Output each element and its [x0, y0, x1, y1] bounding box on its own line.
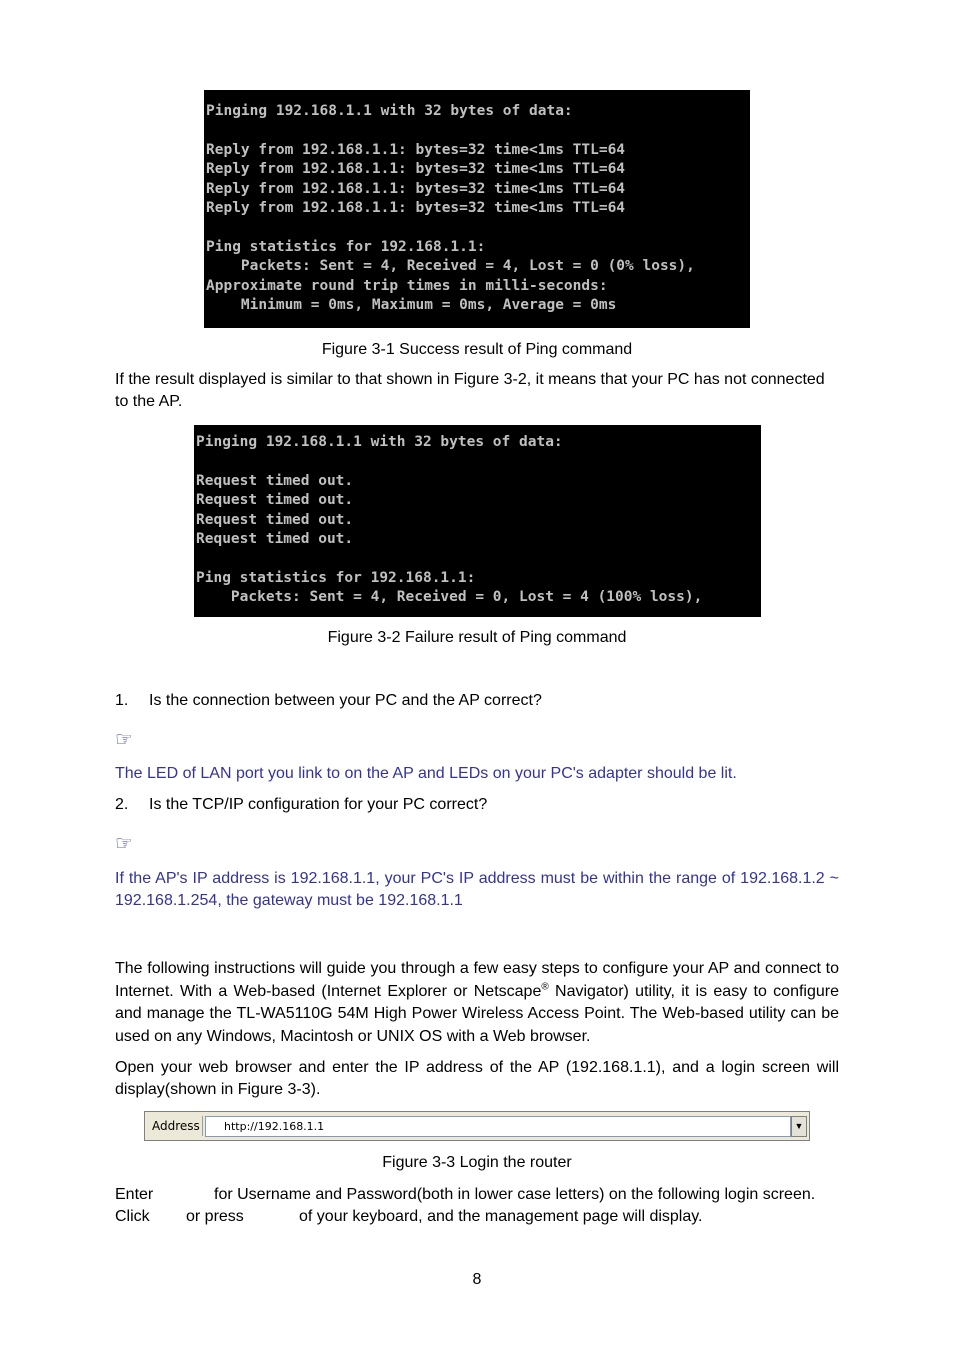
address-label: Address: [149, 1116, 203, 1136]
page-number: 8: [472, 1271, 482, 1288]
terminal-line: [196, 549, 761, 568]
terminal-line: Packets: Sent = 4, Received = 0, Lost = 4 (100% loss),: [196, 589, 703, 606]
registered-mark: ®: [541, 981, 549, 993]
open-browser-paragraph: Open your web browser and enter the IP address of the AP (192.168.1.1), and a login screen will display(shown in Figure 3-3).: [115, 1059, 839, 1098]
terminal-line: Approximate round trip times in milli-seconds:: [206, 277, 608, 294]
instructions-text-before: The following instructions will guide you through a few easy steps to configure your AP and connect to Internet. With a Web-based (Internet Explorer or Netscape: [115, 960, 839, 1000]
instructions-text-after: Navigator) utility, it is easy to configure and manage the TL-WA5110G 54M High Power Wireless Access Point. The Web-based utility can be used on any Windows, Macintosh or UNIX OS with a Web browser.: [115, 982, 840, 1045]
terminal-line: Request timed out.: [196, 492, 354, 509]
terminal-line: Ping statistics for 192.168.1.1:: [196, 569, 476, 586]
terminal-line: Ping statistics for 192.168.1.1:: [206, 238, 486, 255]
check-note-2: If the AP's IP address is 192.168.1.1, your PC's IP address must be within the range of 192.168.1.2 ~ 192.168.1.254, the gateway must be 192.168.1.1: [115, 870, 839, 909]
instructions-paragraph: [115, 958, 839, 1048]
terminal-line: Packets: Sent = 4, Received = 4, Lost = 0 (0% loss),: [206, 258, 695, 275]
terminal-line: Request timed out.: [196, 511, 354, 528]
check-question-1: [115, 690, 839, 712]
figure-3-1-caption: Figure 3-1 Success result of Ping command: [321, 341, 633, 358]
ping-failure-terminal: [194, 425, 761, 617]
click-line: [115, 1206, 855, 1228]
terminal-line: Request timed out.: [196, 472, 354, 489]
check-number: 2.: [115, 796, 129, 813]
pointing-hand-icon: ☞: [115, 727, 133, 751]
keyboard-rest: of your keyboard, and the management page will display.: [299, 1208, 703, 1225]
terminal-line: Reply from 192.168.1.1: bytes=32 time<1ms TTL=64: [206, 199, 626, 216]
terminal-line: Reply from 192.168.1.1: bytes=32 time<1ms TTL=64: [206, 180, 626, 197]
address-input[interactable]: http://192.168.1.1: [205, 1116, 791, 1137]
terminal-line: [206, 218, 750, 237]
terminal-line: Minimum = 0ms, Maximum = 0ms, Average = 0ms: [206, 296, 617, 313]
terminal-line: Reply from 192.168.1.1: bytes=32 time<1ms TTL=64: [206, 141, 626, 158]
terminal-line: [206, 121, 750, 140]
ping-success-terminal: [204, 90, 750, 328]
browser-address-bar: [144, 1111, 810, 1141]
check-question-text: Is the connection between your PC and the AP correct?: [149, 692, 542, 709]
check-number: 1.: [115, 692, 129, 709]
chevron-down-icon: ▼: [794, 1121, 804, 1131]
check-question-text: Is the TCP/IP configuration for your PC correct?: [149, 796, 488, 813]
failure-intro-paragraph: If the result displayed is similar to that shown in Figure 3-2, it means that your PC has not connected to the AP.: [115, 371, 825, 410]
terminal-line: Reply from 192.168.1.1: bytes=32 time<1ms TTL=64: [206, 161, 626, 178]
terminal-line: Pinging 192.168.1.1 with 32 bytes of data:: [196, 434, 563, 450]
terminal-line: Request timed out.: [196, 530, 354, 547]
address-dropdown-button[interactable]: [791, 1116, 807, 1137]
enter-rest: for Username and Password(both in lower case letters) on the following login screen.: [214, 1186, 816, 1203]
figure-3-3-caption: Figure 3-3 Login the router: [382, 1154, 572, 1171]
enter-credentials-line: [115, 1184, 855, 1206]
pointing-hand-icon: ☞: [115, 831, 133, 855]
terminal-line: Pinging 192.168.1.1 with 32 bytes of data:: [206, 103, 573, 119]
enter-word: Enter: [115, 1186, 154, 1203]
terminal-line: [196, 452, 761, 471]
check-question-2: [115, 794, 839, 816]
or-press-text: or press: [186, 1208, 244, 1225]
click-word: Click: [115, 1208, 150, 1225]
figure-3-2-caption: Figure 3-2 Failure result of Ping command: [327, 629, 627, 646]
check-note-1: The LED of LAN port you link to on the AP and LEDs on your PC's adapter should be lit.: [115, 765, 737, 782]
